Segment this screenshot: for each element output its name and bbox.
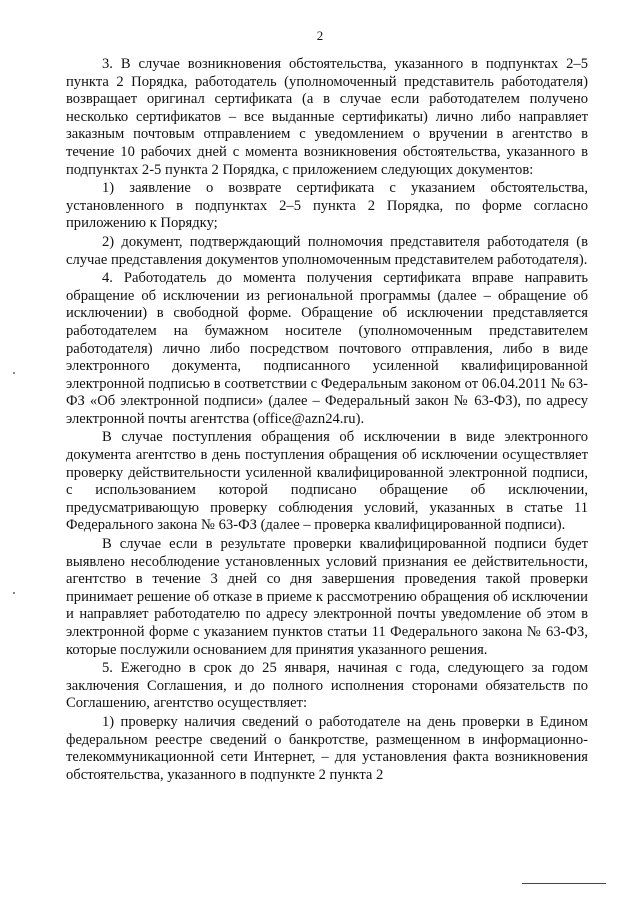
- paragraph-4: 4. Работодатель до момента получения сертификата вправе направить обращение об исключении из региональной программы (далее – обращение об исключении) в свободной форме. Обращение об исключении представляется работодателем на бумажном носителе (уполномоченным представителем работодателя) лично либо посредством почтового отправления, либо в виде электронного документа, подписанного усиленной квалифицированной электронной подписью в соответствии с Федеральным законом от 06.04.2011 № 63-ФЗ «Об электронной подписи» (далее – Федеральный закон № 63-ФЗ), по адресу электронной почты агентства (office@azn24.ru).: [66, 270, 588, 427]
- document-body: [66, 56, 588, 784]
- paragraph-5-item-1: 1) проверку наличия сведений о работодателе на день проверки в Едином федеральном реестре сведений о банкротстве, размещенном в информационно-телекоммуникационной сети Интернет, – для установления факта возникновения обстоятельства, указанного в подпункте 2 пункта 2: [66, 713, 588, 783]
- scan-mark: [13, 592, 15, 594]
- paragraph-3-item-1: 1) заявление о возврате сертификата с указанием обстоятельства, установленного в подпунктах 2–5 пункта 2 Порядка, по форме согласно приложению к Порядку;: [66, 180, 588, 232]
- paragraph-3: 3. В случае возникновения обстоятельства, указанного в подпунктах 2–5 пункта 2 Порядка, работодатель (уполномоченный представитель работодателя) возвращает оригинал сертификата (а в случае если работодателем получено несколько сертификатов – все выданные сертификаты) лично либо направляет заказным почтовым отправлением с уведомлением о вручении в агентство в течение 10 рабочих дней с момента возникновения обстоятельства, указанного в подпунктах 2-5 пункта 2 Порядка, с приложением следующих документов:: [66, 56, 588, 178]
- paragraph-3-item-2: 2) документ, подтверждающий полномочия представителя работодателя (в случае представления документов уполномоченным представителем работодателя).: [66, 233, 588, 268]
- paragraph-4-electronic: В случае поступления обращения об исключении в виде электронного документа агентство в день поступления обращения об исключении осуществляет проверку действительности усиленной квалифицированной электронной подписи, с использованием которой подписано обращение об исключении, предусматривающую проверку соблюдения условий, указанных в статье 11 Федерального закона № 63-ФЗ (далее – проверка квалифицированной подписи).: [66, 429, 588, 534]
- scan-mark: [13, 372, 15, 374]
- footer-rule: [522, 883, 606, 884]
- page-number: 2: [316, 28, 324, 43]
- paragraph-5: 5. Ежегодно в срок до 25 января, начиная с года, следующего за годом заключения Соглашения, и до полного исполнения сторонами обязательств по Соглашению, агентство осуществляет:: [66, 660, 588, 712]
- paragraph-4-refusal: В случае если в результате проверки квалифицированной подписи будет выявлено несоблюдение установленных условий признания ее действительности, агентство в течение 3 дней со дня завершения проведения такой проверки принимает решение об отказе в приеме к рассмотрению обращения об исключении и направляет работодателю по адресу электронной почты уведомление об этом в электронной форме с указанием пунктов статьи 11 Федерального закона № 63-ФЗ, которые послужили основанием для принятия указанного решения.: [66, 536, 588, 658]
